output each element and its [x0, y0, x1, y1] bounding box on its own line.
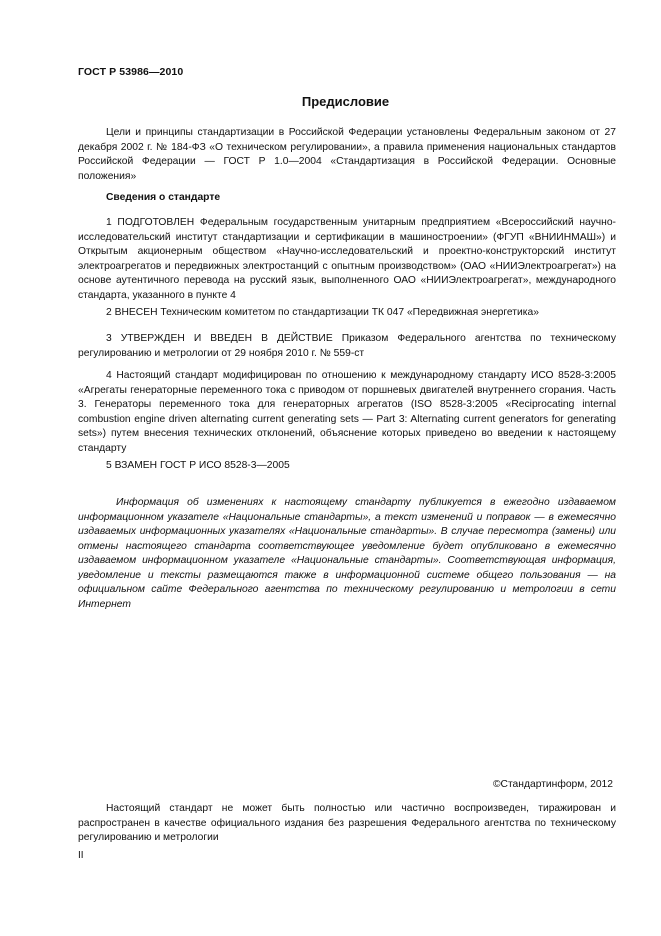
- intro-paragraph: Цели и принципы стандартизации в Российской Федерации установлены Федеральным законом от 27 декабря 2002 г. № 184-ФЗ «О техническом регулировании», а правила применения национальных стандартов Российской Федерации — ГОСТ Р 1.0—2004 «Стандартизация в Российской Федерации. Основные положения»: [78, 127, 616, 182]
- list-item: 4 Настоящий стандарт модифицирован по отношению к международному стандарту ИСО 8528-3:2005 «Агрегаты генераторные переменного тока с приводом от поршневых двигателей внутреннего сгорания. Часть 3. Генераторы переменного тока для генераторных агрегатов (ISO 8528-3:2005 «Reciprocating internal combustion engine driven alternating current generating sets — Part 3: Alternating current generators for generating sets») путем внесения технических отклонений, объяснение которых приведено во введении к настоящему стандарту: [78, 370, 616, 454]
- page-title: Предисловие: [301, 94, 390, 109]
- standard-code-header: ГОСТ Р 53986—2010: [78, 66, 184, 78]
- reproduction-notice: Настоящий стандарт не может быть полностью или частично воспроизведен, тиражирован и распространен в качестве официального издания без разрешения Федерального агентства по техническому регулированию и метрологии: [78, 803, 616, 843]
- list-item: 1 ПОДГОТОВЛЕН Федеральным государственным унитарным предприятием «Всероссийский научно-исследовательский институт стандартизации и сертификации в машиностроении» (ФГУП «ВНИИНМАШ») и Открытым акционерным обществом «Научно-исследовательский и проектно-конструкторский институт электроагрегатов и передвижных электростанций с опытным производством» (ОАО «НИИЭлектроагрегат») на основе аутентичного перевода на русский язык, выполненного ОАО «НИИЭлектроагрегат», международного стандарта, указанного в пункте 4: [78, 217, 616, 301]
- page-number: II: [78, 850, 84, 861]
- list-item: 5 ВЗАМЕН ГОСТ Р ИСО 8528-3—2005: [106, 460, 290, 471]
- section-heading: Сведения о стандарте: [106, 192, 221, 203]
- list-item: 2 ВНЕСЕН Техническим комитетом по стандартизации ТК 047 «Передвижная энергетика»: [106, 307, 539, 318]
- list-item: 3 УТВЕРЖДЕН И ВВЕДЕН В ДЕЙСТВИЕ Приказом Федерального агентства по техническому регулированию и метрологии от 29 ноября 2010 г. № 559-ст: [78, 333, 616, 359]
- copyright-line: ©Стандартинформ, 2012: [492, 779, 613, 790]
- info-notice: Информация об изменениях к настоящему стандарту публикуется в ежегодно издаваемом информационном указателе «Национальные стандарты», а текст изменений и поправок — в ежемесячно издаваемых информационных указателях «Национальные стандарты». В случае пересмотра (замены) или отмены настоящего стандарта соответствующее уведомление будет опубликовано в ежемесячно издаваемом информационном указателе «Национальные стандарты». Соответствующая информация, уведомление и тексты размещаются также в информационной системе общего пользования — на официальном сайте Федерального агентства по техническому регулированию и метрологии в сети Интернет: [78, 497, 616, 610]
